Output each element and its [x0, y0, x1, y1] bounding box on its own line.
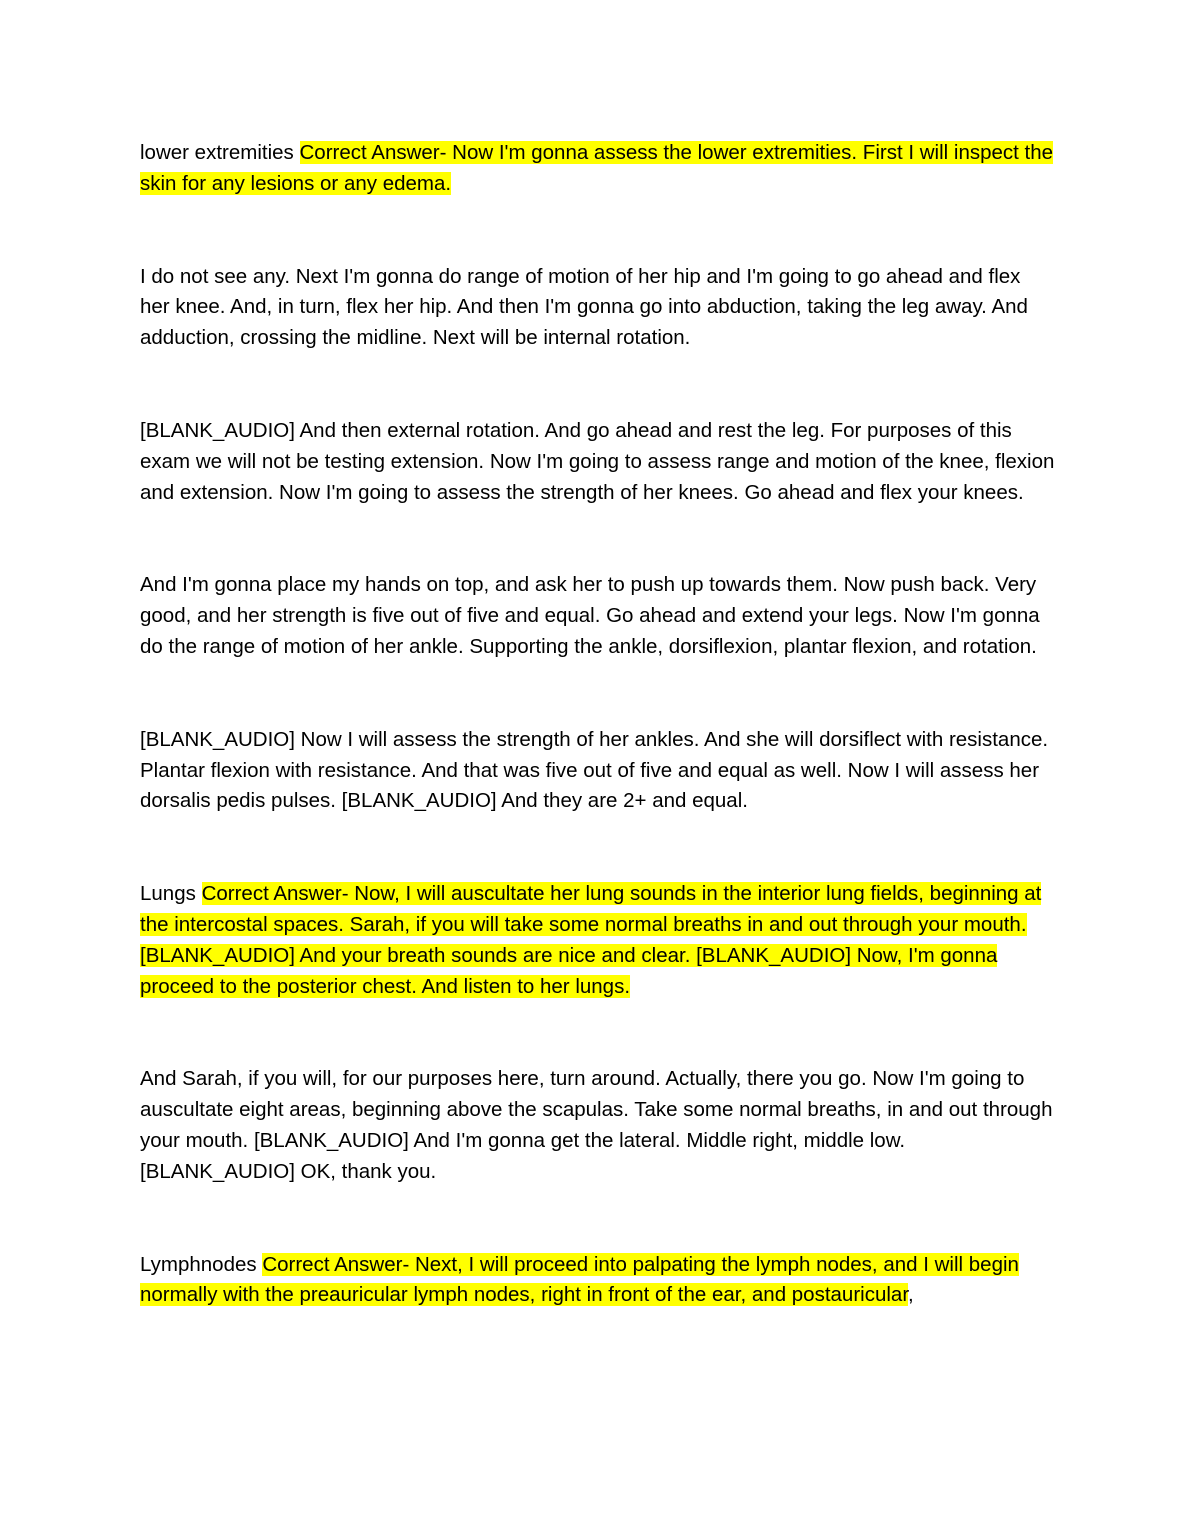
paragraph-knee-strength [140, 570, 1055, 662]
paragraph-text: [BLANK_AUDIO] Now I will assess the strength of her ankles. And she will dorsiflect with resistance. Plantar flexion with resistance. And that was five out of five and equal as well. Now I will assess her dorsalis pedis pulses. [BLANK_AUDIO] And they are 2+ and equal. [140, 727, 1049, 813]
paragraph-lower-extremities [140, 138, 1055, 200]
paragraph-text: And I'm gonna place my hands on top, and ask her to push up towards them. Now push back. Very good, and her strength is five out of five and equal. Go ahead and extend your legs. Now I'm gonna do the range of motion of her ankle. Supporting the ankle, dorsiflexion, plantar flexion, and rotation. [140, 573, 1040, 658]
paragraph-text: And Sarah, if you will, for our purposes here, turn around. Actually, there you go. Now I'm going to auscultate eight areas, beginning above the scapulas. Take some normal breaths, in and out through your mouth. [BLANK_AUDIO] And I'm gonna get the lateral. Middle right, middle low. [BLANK_AUDIO] OK, thank you. [140, 1067, 1053, 1183]
question-label: Lymphnodes [140, 1252, 263, 1276]
paragraph-text: I do not see any. Next I'm gonna do range of motion of her hip and I'm going to go ahead and flex her knee. And, in turn, flex her hip. And then I'm gonna go into abduction, taking the leg away. And adduction, crossing the midline. Next will be internal rotation. [140, 264, 1028, 350]
question-label: Lungs [140, 882, 202, 906]
paragraph-lungs [140, 879, 1055, 1002]
paragraph-posterior-chest [140, 1064, 1055, 1187]
highlighted-answer: Correct Answer- Now, I will auscultate her lung sounds in the interior lung fields, beginning at the intercostal spaces. Sarah, if you will take some normal breaths in and out through your mouth. [BLANK_AUDIO] And your breath sounds are nice and clear. [BLANK_AUDIO] Now, I'm gonna proceed to the posterior chest. And listen to her lungs. [140, 882, 1042, 998]
paragraph-text: [BLANK_AUDIO] And then external rotation. And go ahead and rest the leg. For purposes of this exam we will not be testing extension. Now I'm going to assess range and motion of the knee, flexion and extension. Now I'm going to assess the strength of her knees. Go ahead and flex your knees. [140, 418, 1055, 504]
paragraph-hip-range-of-motion [140, 262, 1055, 354]
paragraph-lymphnodes [140, 1250, 1055, 1312]
document-page [140, 138, 1055, 1373]
highlighted-answer: Correct Answer- Now I'm gonna assess the lower extremities. First I will inspect the skin for any lesions or any edema. [140, 141, 1054, 195]
question-label: lower extremities [140, 141, 300, 164]
highlighted-answer: Correct Answer- Next, I will proceed into palpating the lymph nodes, and I will begin normally with the preauricular lymph nodes, right in front of the ear, and postauricular [140, 1252, 1019, 1307]
paragraph-knee-assessment [140, 416, 1055, 508]
trailing-punctuation: , [908, 1283, 914, 1307]
paragraph-ankle-strength [140, 725, 1055, 817]
